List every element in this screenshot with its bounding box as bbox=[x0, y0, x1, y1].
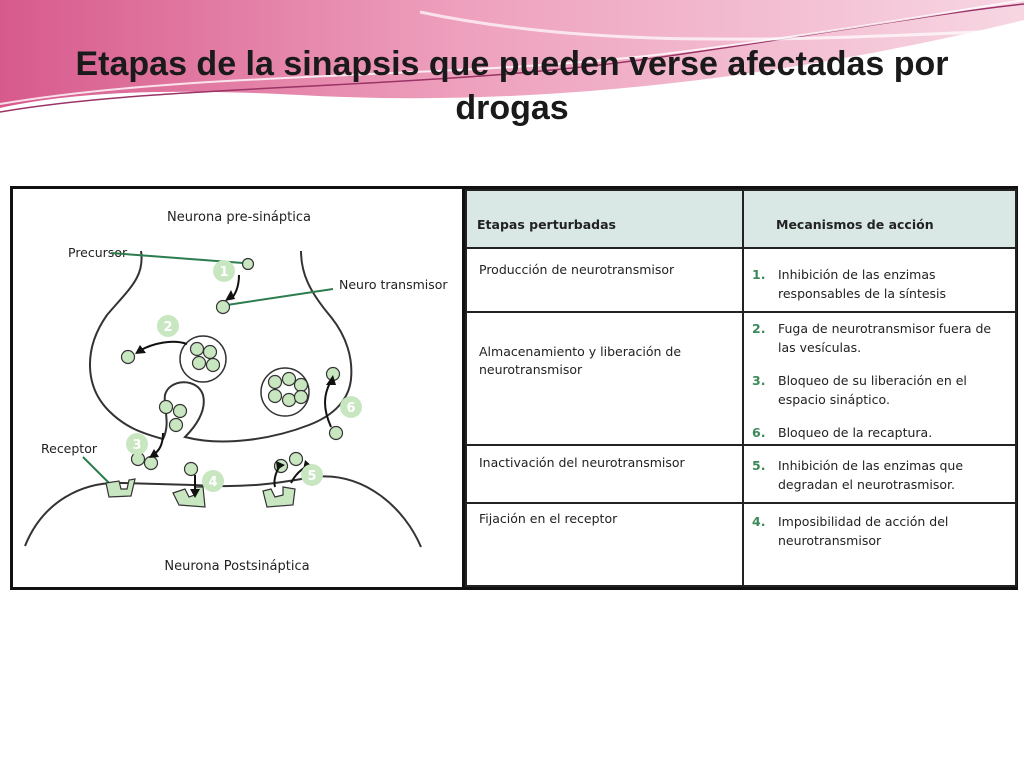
mechanism-text: Fuga de neurotransmisor fuera de las vesículas. bbox=[778, 321, 992, 355]
receptor bbox=[106, 479, 135, 497]
step-1-marker bbox=[213, 260, 235, 282]
neurotransmitter-label: Neuro transmisor bbox=[339, 277, 448, 292]
precursor-label: Precursor bbox=[68, 245, 128, 260]
table-row bbox=[466, 445, 1016, 503]
synapse-figure bbox=[10, 186, 1018, 590]
postsynaptic-label: Neurona Postsináptica bbox=[164, 559, 310, 574]
mechanism-item bbox=[752, 456, 1007, 494]
postsynaptic-membrane bbox=[25, 476, 421, 547]
receptor bbox=[263, 487, 295, 507]
mechanism-number: 2. bbox=[752, 321, 766, 336]
receptor-label: Receptor bbox=[41, 441, 97, 456]
mechanism-item bbox=[752, 371, 1007, 409]
neurotransmitter-molecules bbox=[122, 259, 343, 476]
step-1-number: 1 bbox=[219, 265, 229, 280]
mechanism-text: Imposibilidad de acción del neurotransmisor bbox=[778, 514, 949, 548]
stages-table bbox=[465, 189, 1017, 587]
step-2-marker bbox=[157, 315, 179, 337]
mechanism-cell bbox=[743, 248, 1016, 312]
mechanism-number: 5. bbox=[752, 458, 766, 473]
mechanism-item bbox=[752, 265, 1007, 303]
table-row bbox=[466, 312, 1016, 445]
stage-cell: Inactivación del neurotransmisor bbox=[466, 445, 743, 503]
header-stages: Etapas perturbadas bbox=[466, 190, 743, 248]
mechanism-text: Inhibición de las enzimas responsables de la síntesis bbox=[778, 267, 947, 301]
receptor bbox=[173, 487, 205, 507]
stage-cell: Fijación en el receptor bbox=[466, 503, 743, 586]
step-5-marker bbox=[301, 464, 323, 486]
mechanism-cell bbox=[743, 312, 1016, 445]
stage-cell: Almacenamiento y liberación de neurotransmisor bbox=[466, 312, 743, 445]
step-4-marker bbox=[202, 470, 224, 492]
step-6-marker bbox=[340, 396, 362, 418]
mechanism-text: Bloqueo de la recaptura. bbox=[778, 425, 933, 440]
synapse-diagram bbox=[13, 189, 462, 587]
mechanism-text: Bloqueo de su liberación en el espacio sináptico. bbox=[778, 373, 967, 407]
mechanism-cell bbox=[743, 503, 1016, 586]
step-4-number: 4 bbox=[208, 475, 218, 490]
mechanism-item bbox=[752, 512, 1007, 550]
slide-title: Etapas de la sinapsis que pueden verse afectadas por drogas bbox=[75, 45, 949, 127]
mechanism-number: 3. bbox=[752, 373, 766, 388]
presynaptic-label: Neurona pre-sináptica bbox=[167, 210, 311, 225]
stage-cell: Producción de neurotransmisor bbox=[466, 248, 743, 312]
step-3-number: 3 bbox=[132, 438, 142, 453]
mechanism-item bbox=[752, 319, 1007, 357]
mechanism-number: 6. bbox=[752, 425, 766, 440]
header-mechanisms: Mecanismos de acción bbox=[743, 190, 1016, 248]
mechanism-text: Inhibición de las enzimas que degradan el neurotrasmisor. bbox=[778, 458, 964, 492]
neurotransmitter-leader bbox=[227, 289, 333, 305]
table-row bbox=[466, 503, 1016, 586]
mechanism-item bbox=[752, 423, 1007, 442]
step-2-number: 2 bbox=[163, 320, 173, 335]
mechanism-cell bbox=[743, 445, 1016, 503]
step-5-number: 5 bbox=[307, 469, 317, 484]
step-3-marker bbox=[126, 433, 148, 455]
mechanism-number: 4. bbox=[752, 514, 766, 529]
table-header-row bbox=[466, 190, 1016, 248]
mechanism-number: 1. bbox=[752, 267, 766, 282]
table-row bbox=[466, 248, 1016, 312]
step-6-number: 6 bbox=[346, 401, 356, 416]
